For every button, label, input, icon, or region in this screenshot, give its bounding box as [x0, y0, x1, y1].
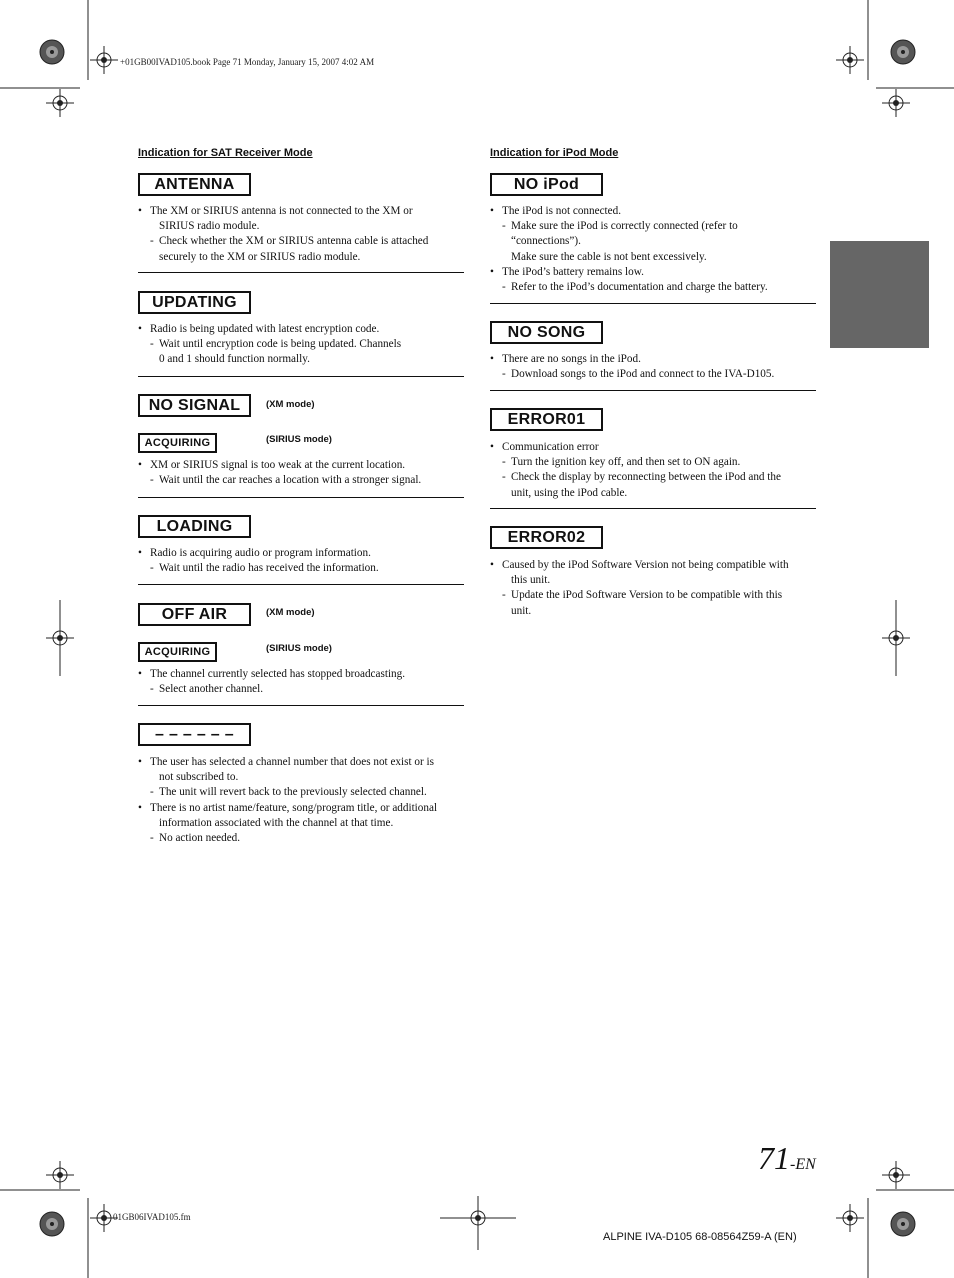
no-song-text — [490, 352, 820, 382]
registration-mark-icon — [836, 46, 864, 74]
xm-mode-label: (XM mode) — [266, 399, 315, 410]
error01-display: ERROR01 — [490, 408, 603, 431]
registration-mark-icon — [836, 1204, 864, 1232]
sub-item: - Turn the ignition key off, and then set to ON again. — [490, 455, 820, 470]
sub-item: - Select another channel. — [138, 682, 468, 697]
dashes-text — [138, 755, 468, 846]
no-ipod-text — [490, 204, 820, 295]
bullet-item: • The XM or SIRIUS antenna is not connected to the XM or — [138, 204, 468, 219]
updating-display: UPDATING — [138, 291, 251, 314]
bullet-item: • There is no artist name/feature, song/program title, or additional — [138, 801, 468, 816]
registration-mark-icon — [46, 89, 74, 117]
bullet-item: • Radio is being updated with latest encryption code. — [138, 322, 468, 337]
starburst-icon — [891, 40, 915, 64]
bullet-continuation: SIRIUS radio module. — [159, 220, 260, 233]
bullet-item: • The iPod’s battery remains low. — [490, 265, 820, 280]
bullet-item: • There are no songs in the iPod. — [490, 352, 820, 367]
sub-item: - Update the iPod Software Version to be compatible with this — [490, 588, 820, 603]
ipod-mode-heading: Indication for iPod Mode — [490, 147, 619, 159]
registration-mark-icon — [46, 1161, 74, 1189]
bullet-item: • Radio is acquiring audio or program information. — [138, 546, 468, 561]
footer-filename: 01GB06IVAD105.fm — [113, 1212, 191, 1222]
sirius-mode-label: (SIRIUS mode) — [266, 643, 332, 654]
no-signal-display: NO SIGNAL — [138, 394, 251, 417]
error01-text — [490, 440, 820, 501]
starburst-icon — [891, 1212, 915, 1236]
section-tab — [830, 241, 929, 348]
antenna-text — [138, 204, 468, 265]
off-air-display: OFF AIR — [138, 603, 251, 626]
book-info: +01GB00IVAD105.book Page 71 Monday, January 15, 2007 4:02 AM — [120, 57, 375, 67]
loading-display: LOADING — [138, 515, 251, 538]
bullet-item: • The user has selected a channel number that does not exist or is — [138, 755, 468, 770]
divider — [490, 303, 816, 304]
no-ipod-display: NO iPod — [490, 173, 603, 196]
divider — [138, 705, 464, 706]
starburst-icon — [40, 1212, 64, 1236]
error02-display: ERROR02 — [490, 526, 603, 549]
registration-mark-icon — [90, 46, 118, 74]
off-air-text — [138, 667, 468, 697]
sub-continuation: unit. — [511, 604, 532, 617]
sub-item: - No action needed. — [138, 831, 468, 846]
error02-text — [490, 558, 820, 619]
bullet-continuation: information associated with the channel at that time. — [159, 816, 394, 829]
sub-item: - Wait until the car reaches a location with a stronger signal. — [138, 473, 468, 488]
divider — [138, 272, 464, 273]
page-number-value: 71 — [758, 1140, 790, 1176]
sub-item: - Check the display by reconnecting between the iPod and the — [490, 470, 820, 485]
bullet-continuation: this unit. — [511, 574, 551, 587]
registration-mark-icon — [882, 1161, 910, 1189]
page-number-suffix: -EN — [790, 1156, 816, 1173]
bullet-item: • XM or SIRIUS signal is too weak at the current location. — [138, 458, 468, 473]
sub-item: - Wait until the radio has received the information. — [138, 561, 468, 576]
divider — [138, 497, 464, 498]
sub-continuation: unit, using the iPod cable. — [511, 486, 628, 499]
no-signal-text — [138, 458, 468, 488]
divider — [490, 390, 816, 391]
divider — [138, 584, 464, 585]
starburst-icon — [40, 40, 64, 64]
dashes-display: – – – – – – — [138, 723, 251, 746]
acquiring-display: ACQUIRING — [138, 433, 217, 453]
acquiring-display: ACQUIRING — [138, 642, 217, 662]
sub-item: - Check whether the XM or SIRIUS antenna cable is attached — [138, 234, 468, 249]
bullet-item: • Communication error — [490, 440, 820, 455]
sat-mode-heading: Indication for SAT Receiver Mode — [138, 147, 313, 159]
bullet-continuation: not subscribed to. — [159, 771, 239, 784]
page-number — [758, 1140, 816, 1177]
sub-item: - Wait until encryption code is being updated. Channels — [138, 337, 468, 352]
sub-continuation: 0 and 1 should function normally. — [159, 353, 310, 366]
divider — [490, 508, 816, 509]
sub-item: - Make sure the iPod is correctly connected (refer to — [490, 219, 820, 234]
divider — [138, 376, 464, 377]
xm-mode-label: (XM mode) — [266, 607, 315, 618]
updating-text — [138, 322, 468, 368]
sub-continuation: “connections”). — [511, 235, 581, 248]
sub-item: - The unit will revert back to the previously selected channel. — [138, 785, 468, 800]
bullet-item: • The channel currently selected has stopped broadcasting. — [138, 667, 468, 682]
registration-mark-icon — [882, 89, 910, 117]
sub-continuation: securely to the XM or SIRIUS radio module. — [159, 250, 361, 263]
loading-text — [138, 546, 468, 576]
sirius-mode-label: (SIRIUS mode) — [266, 434, 332, 445]
sub-item: - Download songs to the iPod and connect to the IVA-D105. — [490, 367, 820, 382]
no-song-display: NO SONG — [490, 321, 603, 344]
antenna-display: ANTENNA — [138, 173, 251, 196]
bullet-item: • The iPod is not connected. — [490, 204, 820, 219]
sub-item: - Refer to the iPod’s documentation and charge the battery. — [490, 280, 820, 295]
bullet-item: • Caused by the iPod Software Version not being compatible with — [490, 558, 820, 573]
sub-continuation: Make sure the cable is not bent excessively. — [511, 250, 707, 263]
footer-model: ALPINE IVA-D105 68-08564Z59-A (EN) — [603, 1231, 797, 1243]
